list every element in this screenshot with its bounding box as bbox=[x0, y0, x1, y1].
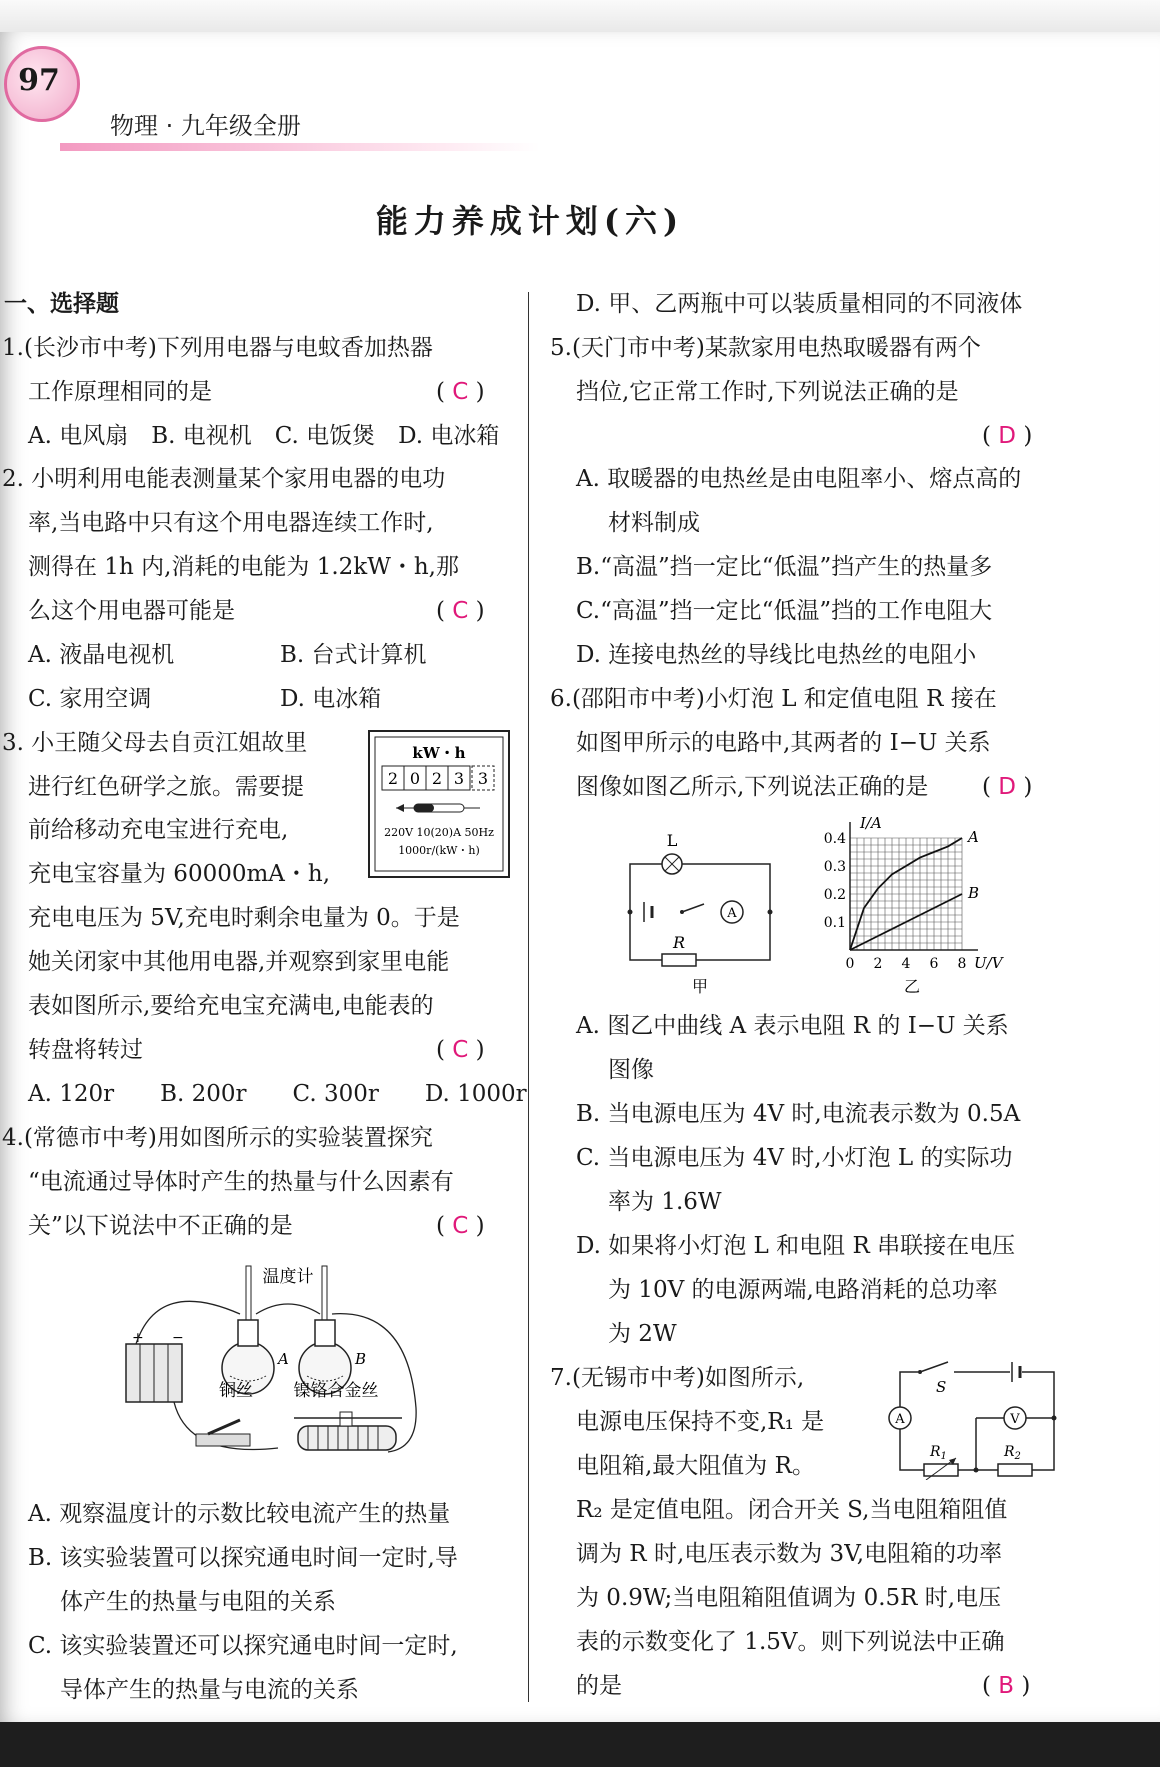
viewer-bottom-bar bbox=[0, 1722, 1160, 1767]
q7-line: 表的示数变化了 1.5V。则下列说法中正确 bbox=[576, 1629, 1005, 1655]
meter-digit: 2 bbox=[387, 769, 399, 788]
q4-answer: ( C ) bbox=[436, 1213, 485, 1239]
q5-option-a-cont: 材料制成 bbox=[608, 510, 700, 536]
r2-label: $R_2$ bbox=[1004, 1444, 1021, 1462]
q6-option-a: A. 图乙中曲线 A 表示电阻 R 的 I−U 关系 bbox=[576, 1013, 1009, 1039]
copper-wire-label: 铜丝 bbox=[219, 1381, 253, 1401]
q3-line: 充电宝容量为 60000mA・h, bbox=[28, 861, 331, 887]
q4-line: 关”以下说法中不正确的是 bbox=[28, 1213, 293, 1239]
q6-option-c-cont: 率为 1.6W bbox=[608, 1189, 722, 1215]
q6-answer: ( D ) bbox=[982, 774, 1033, 800]
meter-digit: 3 bbox=[453, 769, 465, 788]
q1-line: 1.(长沙市中考)下列用电器与电蚊香加热器 bbox=[2, 335, 433, 361]
q4-option-c: C. 该实验装置还可以探究通电时间一定时, bbox=[28, 1633, 458, 1659]
y-tick-label: 0.4 bbox=[823, 831, 846, 847]
q4-line: 4.(常德市中考)用如图所示的实验装置探究 bbox=[2, 1125, 433, 1151]
q2-line: 率,当电路中只有这个用电器连续工作时, bbox=[28, 510, 434, 536]
graph-ylabel: I/A bbox=[860, 814, 882, 832]
graph-xlabel: U/V bbox=[974, 954, 1003, 972]
q2-line: 么这个用电器可能是 bbox=[28, 598, 235, 624]
energy-meter-figure bbox=[368, 730, 510, 878]
q7-line: 电阻箱,最大阻值为 R。 bbox=[576, 1453, 815, 1479]
ammeter-q7-label: A bbox=[895, 1412, 905, 1427]
q7-line: 7.(无锡市中考)如图所示, bbox=[550, 1365, 805, 1391]
q2-line: 2. 小明利用电能表测量某个家用电器的电功 bbox=[2, 466, 446, 492]
iu-graph-figure bbox=[812, 812, 1022, 1000]
q5-line: 挡位,它正常工作时,下列说法正确的是 bbox=[576, 379, 959, 405]
q7-answer: ( B ) bbox=[982, 1673, 1031, 1699]
y-tick-label: 0.3 bbox=[823, 859, 846, 875]
q3-line: 充电电压为 5V,充电时剩余电量为 0。于是 bbox=[28, 905, 460, 931]
battery-plus: + bbox=[132, 1330, 144, 1346]
q6-option-d-cont: 为 2W bbox=[608, 1321, 677, 1347]
q1-line: 工作原理相同的是 bbox=[28, 379, 212, 405]
q7-line: 为 0.9W;当电阻箱阻值调为 0.5R 时,电压 bbox=[576, 1585, 1002, 1611]
graph-caption: 乙 bbox=[903, 977, 921, 996]
q3-line: 转盘将转过 bbox=[28, 1037, 143, 1063]
q3-line: 表如图所示,要给充电宝充满电,电能表的 bbox=[28, 993, 434, 1019]
resistor-label: R bbox=[672, 933, 686, 952]
lamp-label: L bbox=[666, 831, 678, 850]
q4-option-c-cont: 导体产生的热量与电流的关系 bbox=[60, 1677, 359, 1703]
q4-option-d: D. 甲、乙两瓶中可以装质量相同的不同液体 bbox=[576, 291, 1023, 317]
q2-option-a: A. 液晶电视机 bbox=[28, 642, 175, 668]
y-tick-label: 0.2 bbox=[823, 887, 846, 903]
column-divider bbox=[528, 292, 529, 1702]
q5-line: 5.(天门市中考)某款家用电热取暖器有两个 bbox=[550, 335, 981, 361]
caption-jia: 甲 bbox=[691, 977, 709, 996]
page-title: 能力养成计划(六) bbox=[375, 202, 685, 240]
ammeter-label: A bbox=[727, 906, 737, 921]
flask-b-label: B bbox=[355, 1350, 367, 1368]
circuit-jia-figure bbox=[620, 826, 780, 998]
heating-apparatus-figure bbox=[118, 1258, 424, 1480]
q6-line: 图像如图乙所示,下列说法正确的是 bbox=[576, 774, 929, 800]
battery-minus: − bbox=[172, 1330, 184, 1346]
r1-label: $R_1$ bbox=[930, 1444, 947, 1462]
q4-option-b-cont: 体产生的热量与电阻的关系 bbox=[60, 1589, 336, 1615]
q2-option-d: D. 电冰箱 bbox=[280, 686, 382, 712]
meter-digit: 3 bbox=[477, 769, 489, 788]
meter-unit: kW・h bbox=[412, 744, 466, 762]
meter-digit: 0 bbox=[409, 769, 421, 788]
meter-digit: 2 bbox=[431, 769, 443, 788]
q5-option-b: B.“高温”挡一定比“低温”挡产生的热量多 bbox=[576, 554, 993, 580]
x-tick-label: 2 bbox=[873, 956, 883, 972]
nichrome-wire-label: 镍铬合金丝 bbox=[293, 1381, 379, 1401]
q3-line: 她关闭家中其他用电器,并观察到家里电能 bbox=[28, 949, 450, 975]
q1-answer: ( C ) bbox=[436, 379, 485, 405]
q5-option-a: A. 取暖器的电热丝是由电阻率小、熔点高的 bbox=[576, 466, 1022, 492]
section-heading: 一、选择题 bbox=[4, 291, 119, 317]
x-tick-label: 6 bbox=[929, 956, 939, 972]
q2-option-b: B. 台式计算机 bbox=[280, 642, 427, 668]
x-tick-label: 0 bbox=[845, 956, 855, 972]
q6-option-a-cont: 图像 bbox=[608, 1057, 654, 1083]
q4-option-b: B. 该实验装置可以探究通电时间一定时,导 bbox=[28, 1545, 458, 1571]
q5-answer: ( D ) bbox=[982, 423, 1033, 449]
voltmeter-label: V bbox=[1010, 1412, 1020, 1427]
q5-option-c: C.“高温”挡一定比“低温”挡的工作电阻大 bbox=[576, 598, 993, 624]
viewer-top-bar bbox=[0, 0, 1160, 32]
q7-line: 电源电压保持不变,R₁ 是 bbox=[576, 1409, 825, 1435]
curve-a-label: A bbox=[968, 828, 979, 846]
meter-spec-constant: 1000r/(kW・h) bbox=[398, 844, 480, 857]
q1-options: A. 电风扇 B. 电视机 C. 电饭煲 D. 电冰箱 bbox=[28, 423, 500, 449]
q6-line: 如图甲所示的电路中,其两者的 I−U 关系 bbox=[576, 730, 991, 756]
q3-options: A. 120r B. 200r C. 300r D. 1000r bbox=[28, 1081, 527, 1107]
q6-option-d-cont: 为 10V 的电源两端,电路消耗的总功率 bbox=[608, 1277, 998, 1303]
q5-option-d: D. 连接电热丝的导线比电热丝的电阻小 bbox=[576, 642, 977, 668]
book-title: 物理 · 九年级全册 bbox=[110, 112, 301, 140]
q7-line: R₂ 是定值电阻。闭合开关 S,当电阻箱阻值 bbox=[576, 1497, 1008, 1523]
q7-line: 调为 R 时,电压表示数为 3V,电阻箱的功率 bbox=[576, 1541, 1003, 1567]
q6-option-c: C. 当电源电压为 4V 时,小灯泡 L 的实际功 bbox=[576, 1145, 1013, 1171]
flask-a-label: A bbox=[278, 1350, 289, 1368]
x-tick-label: 4 bbox=[901, 956, 911, 972]
q2-line: 测得在 1h 内,消耗的电能为 1.2kW・h,那 bbox=[28, 554, 459, 580]
q6-option-b: B. 当电源电压为 4V 时,电流表示数为 0.5A bbox=[576, 1101, 1021, 1127]
switch-label: S bbox=[936, 1378, 947, 1396]
q3-line: 前给移动充电宝进行充电, bbox=[28, 817, 289, 843]
curve-b-label: B bbox=[968, 884, 980, 902]
q2-option-c: C. 家用空调 bbox=[28, 686, 152, 712]
circuit-q7-figure bbox=[878, 1356, 1062, 1480]
q4-line: “电流通过导体时产生的热量与什么因素有 bbox=[28, 1169, 454, 1195]
q3-answer: ( C ) bbox=[436, 1037, 485, 1063]
q6-line: 6.(邵阳市中考)小灯泡 L 和定值电阻 R 接在 bbox=[550, 686, 997, 712]
q3-line: 3. 小王随父母去自贡江姐故里 bbox=[2, 730, 308, 756]
q6-option-d: D. 如果将小灯泡 L 和电阻 R 串联接在电压 bbox=[576, 1233, 1016, 1259]
header-decor-line bbox=[60, 143, 540, 151]
q7-line: 的是 bbox=[576, 1673, 622, 1699]
page-number: 97 bbox=[18, 63, 60, 98]
q3-line: 进行红色研学之旅。需要提 bbox=[28, 774, 304, 800]
meter-spec-rating: 220V 10(20)A 50Hz bbox=[384, 826, 494, 839]
q2-answer: ( C ) bbox=[436, 598, 485, 624]
q4-option-a: A. 观察温度计的示数比较电流产生的热量 bbox=[28, 1501, 451, 1527]
x-tick-label: 8 bbox=[957, 956, 967, 972]
thermometer-label: 温度计 bbox=[262, 1267, 314, 1287]
y-tick-label: 0.1 bbox=[823, 915, 846, 931]
